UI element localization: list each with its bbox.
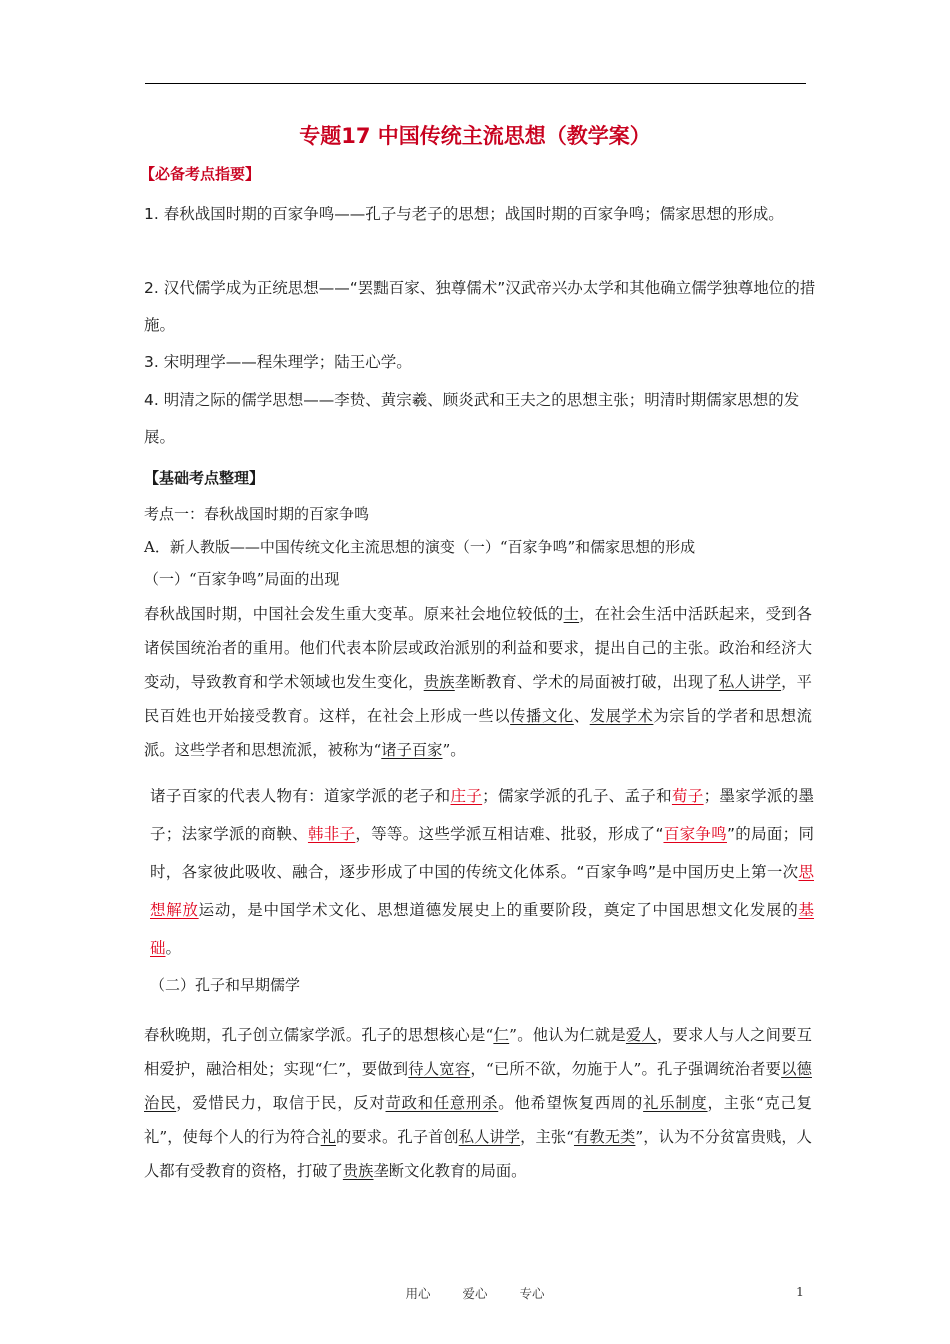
term-underlined: 待人宽容 xyxy=(408,1060,471,1078)
section-heading-basic: 【基础考点整理】 xyxy=(144,469,265,487)
term-underlined: 私人讲学 xyxy=(458,1128,521,1146)
term-underlined: 传播文化 xyxy=(510,707,574,725)
term-underlined: 仁 xyxy=(493,1026,510,1044)
page-number: 1 xyxy=(796,1284,804,1299)
term-underlined: 礼 xyxy=(320,1128,336,1146)
term-underlined: 诸子百家 xyxy=(381,741,443,759)
term-underlined: 爱人 xyxy=(625,1026,657,1044)
key-point-4: 4. 明清之际的儒学思想——李贽、黄宗羲、顾炎武和王夫之的思想主张；明清时期儒家思想的发展。 xyxy=(144,391,800,446)
term-underlined: 士 xyxy=(563,605,580,623)
subheading-1: （一）“百家争鸣”局面的出现 xyxy=(144,570,340,588)
term-underlined: 贵族 xyxy=(342,1162,374,1180)
term-underlined: 贵族 xyxy=(423,673,455,691)
term-underlined: 私人讲学 xyxy=(718,673,782,691)
term-red: 百家争鸣 xyxy=(663,825,727,843)
term-underlined: 礼乐制度 xyxy=(643,1094,708,1112)
term-underlined: 以德治民 xyxy=(144,1060,812,1112)
term-underlined: 苛政和任意刑杀 xyxy=(385,1094,499,1112)
term-underlined: 有教无类 xyxy=(573,1128,636,1146)
header-rule xyxy=(145,83,806,84)
paragraph-3: 春秋晚期，孔子创立儒家学派。孔子的思想核心是“仁”。他认为仁就是爱人，要求人与人之间要互相爱护，融洽相处；实现“仁”，要做到待人宽容，“已所不欲，勿施于人”。孔子强调统治者要以德治民，爱惜民力，取信于民，反对苛政和任意刑杀。他希望恢复西周的礼乐制度，主张“克己复礼”，使每个人的行为符合礼的要求。孔子首创私人讲学，主张“有教无类”，认为不分贫富贵贱，人人都有受教育的资格，打破了贵族垄断文化教育的局面。 xyxy=(144,1026,812,1180)
key-point-2: 2. 汉代儒学成为正统思想——“罢黜百家、独尊儒术”汉武帝兴办太学和其他确立儒学独尊地位的措施。 xyxy=(144,279,816,334)
term-red: 基础 xyxy=(150,901,814,957)
term-red: 思想解放 xyxy=(150,863,814,919)
paragraph-2: 诸子百家的代表人物有：道家学派的老子和庄子；儒家学派的孔子、孟子和荀子；墨家学派的墨子；法家学派的商鞅、韩非子，等等。这些学派互相诘难、批驳，形成了“百家争鸣”的局面；同时，各家彼此吸收、融合，逐步形成了中国的传统文化体系。“百家争鸣”是中国历史上第一次思想解放运动，是中国学术文化、思想道德发展史上的重要阶段，奠定了中国思想文化发展的基础。 xyxy=(150,787,814,957)
term-red: 荀子 xyxy=(671,787,704,805)
subheading-2: （二）孔子和早期儒学 xyxy=(150,976,301,994)
key-point-3: 3. 宋明理学——程朱理学；陆王心学。 xyxy=(144,353,412,371)
page-footer: 用心 爱心 专心 xyxy=(405,1286,545,1301)
paragraph-1: 春秋战国时期，中国社会发生重大变革。原来社会地位较低的士，在社会生活中活跃起来，受到各诸侯国统治者的重用。他们代表本阶层或政治派别的利益和要求，提出自己的主张。政治和经济大变动，导致教育和学术领域也发生变化，贵族垄断教育、学术的局面被打破，出现了私人讲学，平民百姓也开始接受教育。这样，在社会上形成一些以传播文化、发展学术为宗旨的学者和思想流派。这些学者和思想流派，被称为“诸子百家”。 xyxy=(144,605,812,759)
section-heading-must: 【必备考点指要】 xyxy=(140,165,261,183)
term-underlined: 发展学术 xyxy=(589,707,654,725)
page-title: 专题17 中国传统主流思想（教学案） xyxy=(299,124,651,148)
term-red: 庄子 xyxy=(450,787,483,805)
kaodian-heading: 考点一：春秋战国时期的百家争鸣 xyxy=(144,505,370,523)
term-red: 韩非子 xyxy=(307,825,356,843)
key-point-1: 1. 春秋战国时期的百家争鸣——孔子与老子的思想；战国时期的百家争鸣；儒家思想的形成。 xyxy=(144,205,784,223)
line-a: A．新人教版——中国传统文化主流思想的演变（一）“百家争鸣”和儒家思想的形成 xyxy=(144,538,696,556)
